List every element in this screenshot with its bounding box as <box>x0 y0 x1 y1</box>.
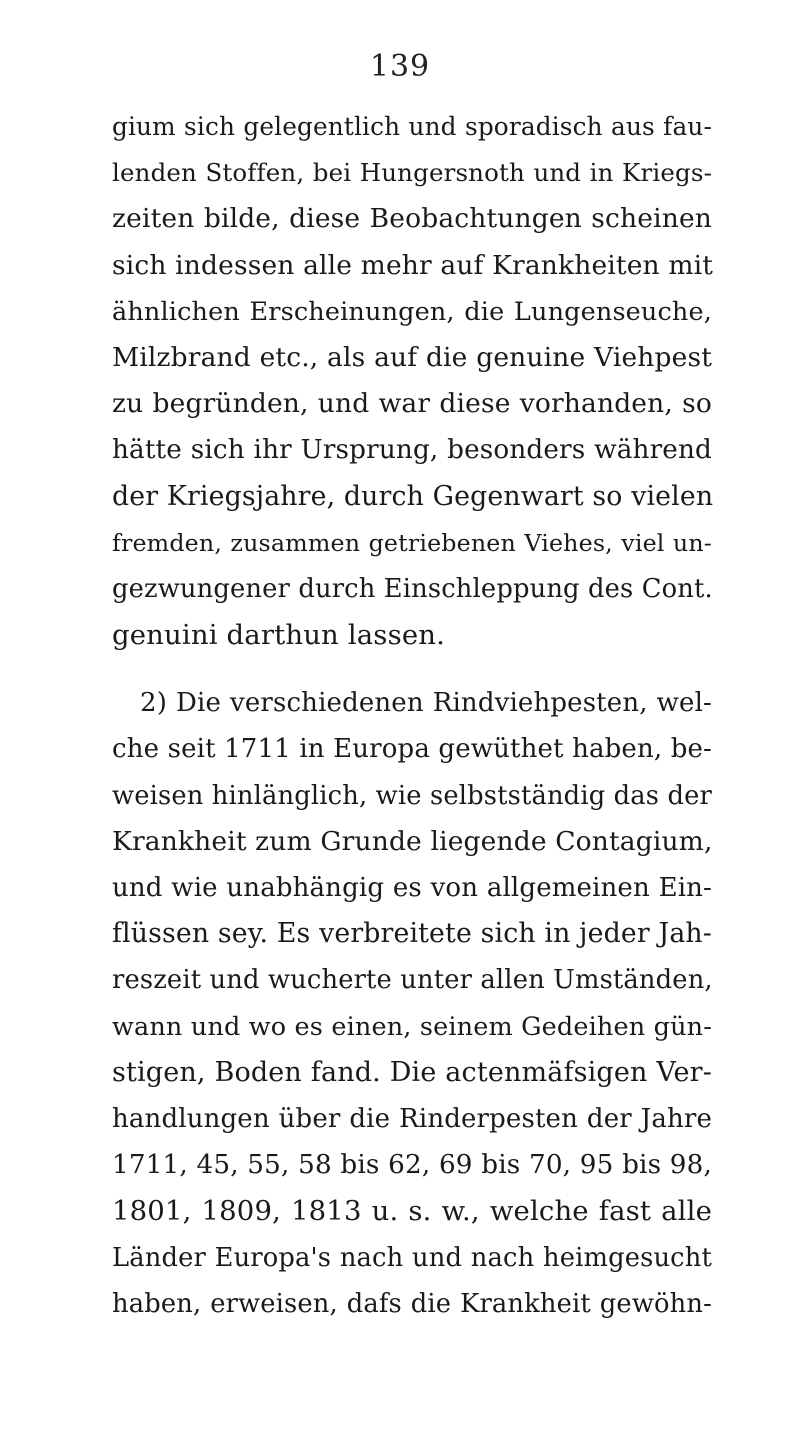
text-line: lenden Stoffen, bei Hungersnoth und in Kriegs- <box>112 158 712 188</box>
text-line: fremden, zusammen getriebenen Viehes, viel un- <box>112 528 712 557</box>
text-line: 1801, 1809, 1813 u. s. w., welche fast alle <box>112 1195 712 1228</box>
text-line: che seit 1711 in Europa gewüthet haben, be- <box>112 734 712 765</box>
text-line: stigen, Boden fand. Die actenmäfsigen Ver- <box>112 1056 712 1088</box>
text-line: gezwungener durch Einschleppung des Cont. <box>112 573 713 604</box>
text-line: Krankheit zum Grunde liegende Contagium, <box>112 825 713 857</box>
text-line: Milzbrand etc., als auf die genuine Viehpest <box>112 341 712 373</box>
text-line: und wie unabhängig es von allgemeinen Ein- <box>112 873 712 903</box>
page-number: 139 <box>369 49 431 84</box>
text-line: 2) Die verschiedenen Rindviehpesten, wel- <box>140 688 712 719</box>
text-line: gium sich gelegentlich und sporadisch aus fau- <box>112 112 712 141</box>
text-line: genuini darthun lassen. <box>112 619 446 652</box>
paragraph-2 <box>112 680 712 1327</box>
text-line: der Kriegsjahre, durch Gegenwart so vielen <box>112 480 714 512</box>
paragraph-1 <box>112 104 712 658</box>
text-line: wann und wo es einen, seinem Gedeihen gün- <box>112 1011 712 1042</box>
text-line: sich indessen alle mehr auf Krankheiten mit <box>112 249 714 281</box>
text-line: ähnlichen Erscheinungen, die Lungenseuche, <box>112 296 712 327</box>
text-line: Länder Europa's nach und nach heimgesucht <box>112 1242 712 1273</box>
text-line: hätte sich ihr Ursprung, besonders während <box>112 435 712 466</box>
text-line: zu begründen, und war diese vorhanden, so <box>112 388 712 420</box>
text-line: weisen hinlänglich, wie selbstständig das der <box>112 780 712 811</box>
paragraph-spacer <box>112 658 712 680</box>
text-line: 1711, 45, 55, 58 bis 62, 69 bis 70, 95 bis 98, <box>112 1150 712 1181</box>
text-line: zeiten bilde, diese Beobachtungen scheinen <box>112 203 712 235</box>
text-line: flüssen sey. Es verbreitete sich in jeder Jah- <box>112 918 712 950</box>
text-line: haben, erweisen, dafs die Krankheit gewöhn- <box>112 1288 712 1319</box>
text-line: reszeit und wucherte unter allen Umständen, <box>112 965 713 996</box>
text-line: handlungen über die Rinderpesten der Jahre <box>112 1103 712 1134</box>
body-text <box>112 104 712 1327</box>
